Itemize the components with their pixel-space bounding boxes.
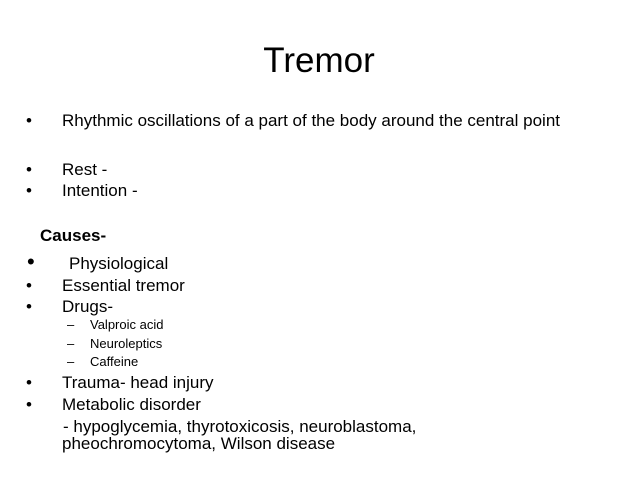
definition-text: Rhythmic oscillations of a part of the body around the central point [62, 111, 561, 130]
type-rest: Rest - [62, 160, 108, 179]
cause-metabolic: Metabolic disorder [62, 395, 201, 414]
dash-icon: – [67, 354, 75, 369]
cause-drugs: Drugs- [62, 297, 114, 316]
bullet-icon: • [26, 373, 32, 392]
bullet-icon: • [26, 160, 32, 179]
bullet-icon: • [26, 276, 32, 295]
bullet-icon: • [26, 181, 32, 200]
slide-title: Tremor [263, 41, 375, 80]
drug-valproic-acid: Valproic acid [90, 317, 164, 332]
drug-neuroleptics: Neuroleptics [90, 336, 163, 351]
type-intention: Intention - [62, 181, 138, 200]
cause-trauma: Trauma- head injury [62, 373, 214, 392]
bullet-icon: • [26, 395, 32, 414]
cause-essential-tremor: Essential tremor [62, 276, 185, 295]
bullet-icon: • [26, 111, 32, 130]
metabolic-detail-line-2: pheochromocytoma, Wilson disease [62, 434, 336, 453]
causes-heading: Causes- [40, 226, 107, 245]
dash-icon: – [67, 336, 75, 351]
dash-icon: – [67, 317, 75, 332]
bullet-icon: • [27, 249, 35, 274]
cause-physiological: Physiological [69, 254, 169, 273]
drug-caffeine: Caffeine [90, 354, 139, 369]
metabolic-detail-line-1: - hypoglycemia, thyrotoxicosis, neuroblastoma, [63, 417, 417, 436]
bullet-icon: • [26, 297, 32, 316]
